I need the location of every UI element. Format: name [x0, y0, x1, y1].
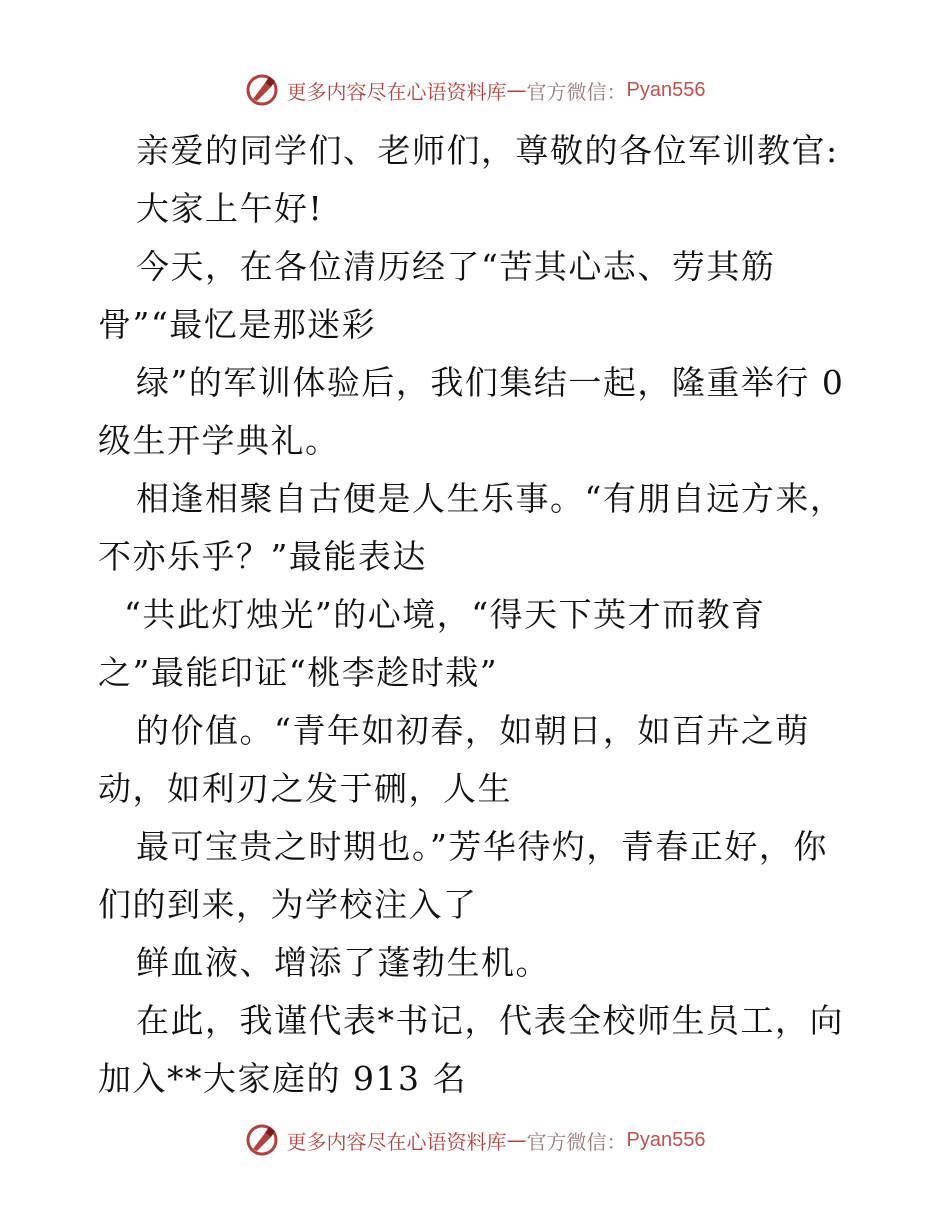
- footer-watermark-banner: [0, 1120, 950, 1160]
- banner-text: 更多内容尽在心语资料库: [286, 1129, 507, 1154]
- banner-text: 更多内容尽在心语资料库: [286, 79, 507, 104]
- banner-separator: —: [506, 78, 527, 102]
- text-line: 们的到来，为学校注入了: [98, 885, 478, 924]
- banner-wechat-label: 官方微信：: [526, 1129, 627, 1154]
- text-line: 鲜血液、增添了蓬勃生机。: [136, 943, 550, 982]
- text-line: 亲爱的同学们、老师们，尊敬的各位军训教官:: [136, 131, 839, 170]
- text-line: 级生开学典礼。: [98, 421, 340, 460]
- banner-wechat-id: Pyan556: [626, 1128, 706, 1151]
- text-line: 最可宝贵之时期也。”芳华待灼，青春正好，你: [136, 827, 828, 866]
- text-line: 之”最能印证“桃李趁时栽”: [98, 653, 499, 692]
- text-line: “共此灯烛光”的心境，“得天下英才而教育: [124, 595, 766, 634]
- text-line: 加入**大家庭的 913 名: [98, 1059, 467, 1098]
- header-watermark-banner: [0, 70, 950, 110]
- text-line: 大家上午好!: [136, 189, 324, 228]
- document-body: [98, 122, 858, 1108]
- text-line: 在此，我谨代表*书记，代表全校师生员工，向: [136, 1001, 844, 1040]
- banner-separator: —: [506, 1128, 527, 1152]
- text-line: 的价值。“青年如初春，如朝日，如百卉之萌: [136, 711, 810, 750]
- text-line: 不亦乐乎？”最能表达: [98, 537, 427, 576]
- text-line: 今天，在各位清历经了“苦其心志、劳其筋: [136, 247, 776, 286]
- text-line: 动，如利刃之发于硎，人生: [98, 769, 512, 808]
- pen-nib-logo-icon: [245, 73, 279, 107]
- text-line: 相逢相聚自古便是人生乐事。“有朋自远方来，: [136, 479, 845, 518]
- banner-wechat-id: Pyan556: [626, 78, 706, 101]
- text-line: 绿”的军训体验后，我们集结一起，隆重举行 0: [136, 363, 845, 402]
- banner-wechat-label: 官方微信：: [526, 79, 627, 104]
- text-line: 骨”“最忆是那迷彩: [98, 305, 377, 344]
- pen-nib-logo-icon: [245, 1123, 279, 1157]
